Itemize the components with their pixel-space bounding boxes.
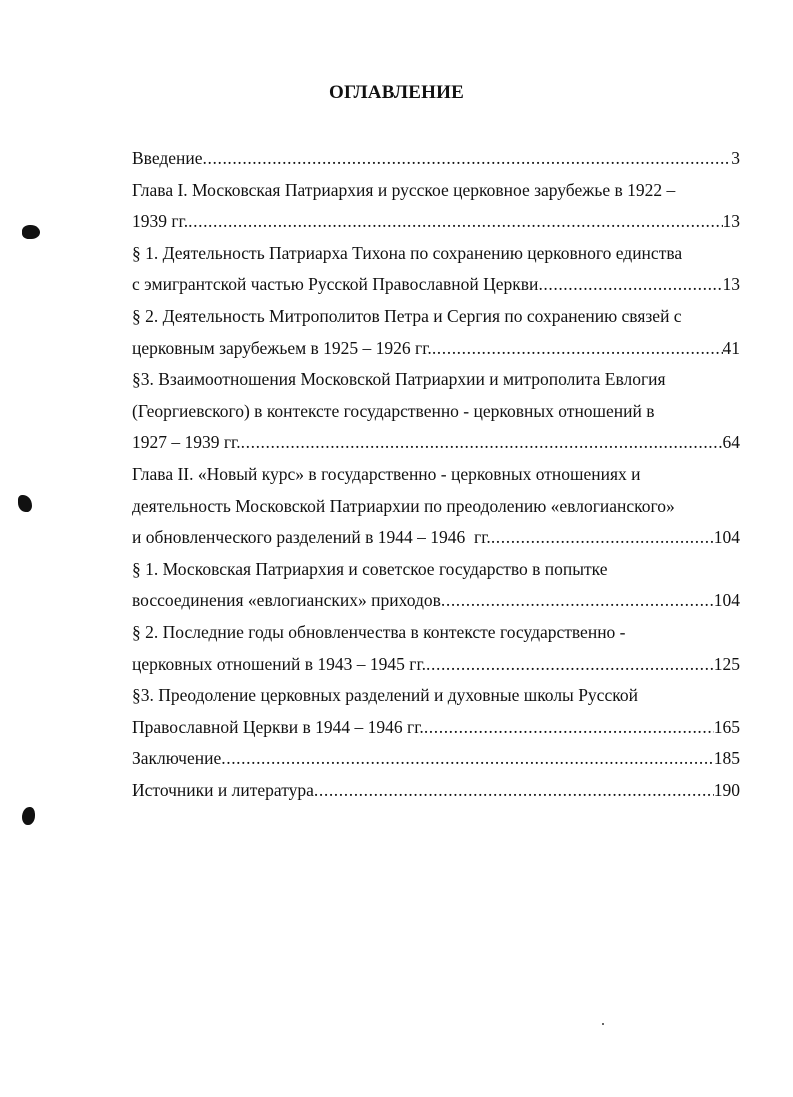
toc-entry-chapter-2-section-2[interactable] [132, 617, 740, 680]
scan-dust-speck [602, 1023, 604, 1025]
toc-entry-title-cont: деятельность Московской Патриархии по преодолению «евлогианского» [132, 495, 675, 516]
toc-entry-title-cont: с эмигрантской частью Русской Православной Церкви [132, 274, 539, 295]
toc-page-number: 165 [713, 716, 740, 737]
binder-hole-mark-middle [18, 495, 32, 512]
binder-hole-mark-bottom [22, 807, 35, 825]
toc-entry-title: Заключение [132, 748, 222, 769]
toc-entry-title: § 2. Деятельность Митрополитов Петра и Сергия по сохранению связей с [132, 305, 682, 326]
dot-leader [426, 649, 714, 681]
toc-page-number: 13 [722, 274, 740, 295]
toc-entry-conclusion[interactable] [132, 743, 740, 775]
dot-leader [314, 775, 714, 807]
toc-page-number: 104 [713, 590, 740, 611]
toc-entry-title: §3. Взаимоотношения Московской Патриархии и митрополита Евлогия [132, 369, 666, 390]
toc-page-number: 104 [713, 527, 740, 548]
dot-leader [241, 427, 723, 459]
dot-leader [203, 143, 732, 175]
dot-leader [432, 333, 723, 365]
toc-entry-title-cont: 1939 гг. [132, 211, 189, 232]
toc-entry-chapter-2[interactable] [132, 459, 740, 554]
toc-entry-title: Введение [132, 148, 203, 168]
toc-entry-chapter-2-section-1[interactable] [132, 554, 740, 617]
toc-entry-title: § 2. Последние годы обновленчества в контексте государственно - [132, 621, 626, 642]
toc-page-number: 185 [713, 748, 740, 769]
toc-entry-title-cont: 1927 – 1939 гг. [132, 432, 241, 453]
binder-hole-mark-top [22, 225, 40, 239]
toc-page-number: 190 [713, 779, 740, 800]
table-of-contents [132, 143, 740, 806]
toc-entry-title: Источники и литература [132, 779, 314, 800]
toc-entry-title-cont: воссоединения «евлогианских» приходов [132, 590, 441, 611]
page-title: ОГЛАВЛЕНИЕ [329, 82, 464, 103]
toc-entry-chapter-1[interactable] [132, 175, 740, 238]
toc-entry-chapter-2-section-3[interactable] [132, 680, 740, 743]
dot-leader [441, 585, 714, 617]
toc-entry-title: § 1. Московская Патриархия и советское государство в попытке [132, 558, 608, 579]
dot-leader [491, 522, 714, 554]
toc-page-number: 41 [722, 337, 740, 358]
toc-entry-chapter-1-section-2[interactable] [132, 301, 740, 364]
toc-page-number: 64 [722, 432, 740, 453]
toc-entry-title: § 1. Деятельность Патриарха Тихона по сохранению церковного единства [132, 242, 683, 263]
toc-entry-title-cont: (Георгиевского) в контексте государственно - церковных отношений в [132, 400, 655, 421]
toc-page-number: 3 [731, 148, 740, 168]
toc-entry-introduction[interactable] [132, 143, 740, 175]
dot-leader [221, 743, 714, 775]
toc-entry-chapter-1-section-3[interactable] [132, 364, 740, 459]
toc-page-number: 125 [713, 653, 740, 674]
toc-entry-chapter-1-section-1[interactable] [132, 238, 740, 301]
toc-entry-title-cont: церковных отношений в 1943 – 1945 гг. [132, 653, 427, 674]
toc-entry-sources[interactable] [132, 775, 740, 807]
toc-page-number: 13 [722, 211, 740, 232]
toc-entry-title-cont: церковным зарубежьем в 1925 – 1926 гг. [132, 337, 432, 358]
dot-leader [538, 269, 722, 301]
dot-leader [424, 712, 714, 744]
dot-leader [188, 206, 722, 238]
toc-entry-title-cont: и обновленческого разделений в 1944 – 1946 гг. [132, 527, 491, 548]
toc-entry-title-cont: Православной Церкви в 1944 – 1946 гг. [132, 716, 424, 737]
toc-entry-title: §3. Преодоление церковных разделений и духовные школы Русской [132, 685, 638, 706]
toc-entry-title: Глава II. «Новый курс» в государственно - церковных отношениях и [132, 463, 641, 484]
toc-entry-title: Глава I. Московская Патриархия и русское церковное зарубежье в 1922 – [132, 179, 676, 200]
